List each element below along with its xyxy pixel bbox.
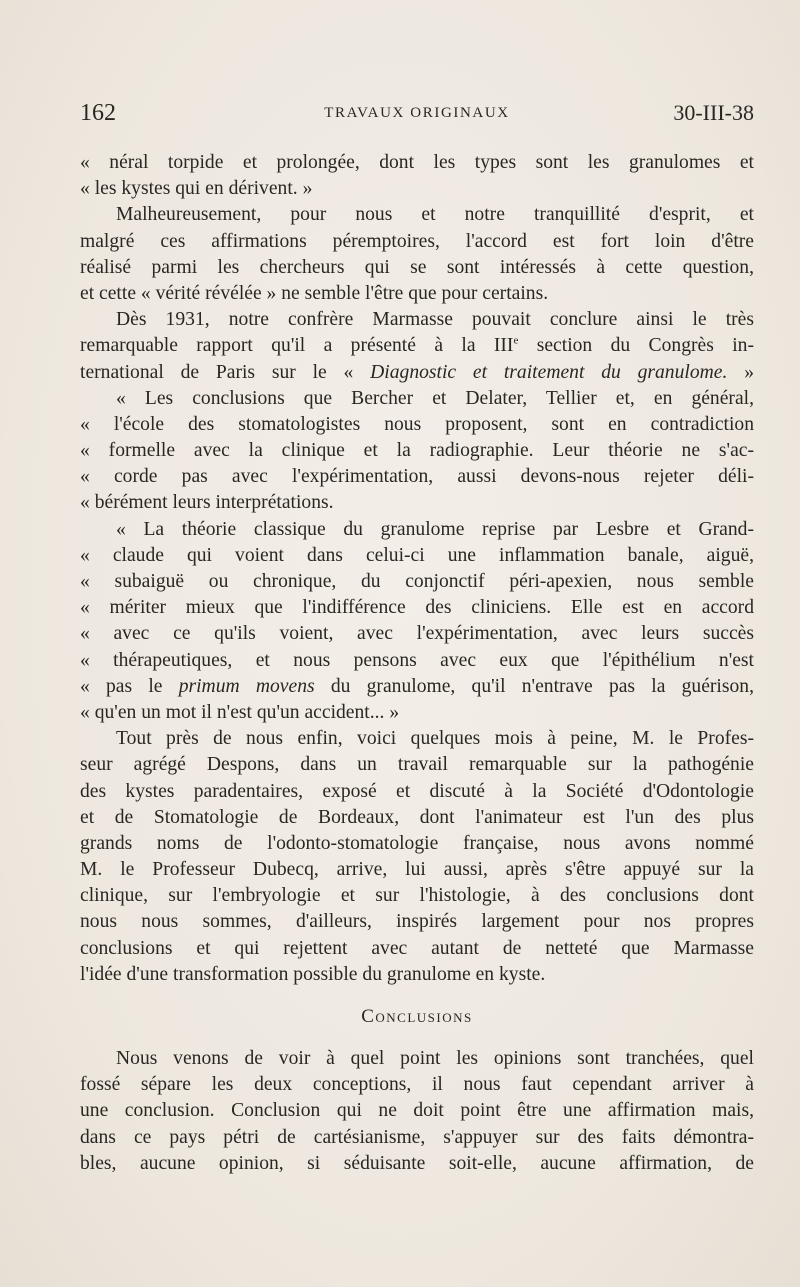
- text-line: Malheureusement, pour nous et notre tranquillité d'esprit, et: [116, 204, 754, 226]
- text-span: remarquable rapport qu'il a présenté à la III: [80, 335, 514, 357]
- text-line: fossé sépare les deux conceptions, il nous faut cependant arriver à: [80, 1074, 754, 1096]
- text-line: et cette « vérité révélée » ne semble l'être que pour certains.: [80, 282, 549, 304]
- page-number: 162: [80, 100, 116, 126]
- text-line: clinique, sur l'embryologie et sur l'histologie, à des conclusions dont: [80, 885, 754, 907]
- text-line: « thérapeutiques, et nous pensons avec eux que l'épithélium n'est: [80, 649, 754, 671]
- text-line: bles, aucune opinion, si séduisante soit-elle, aucune affirmation, de: [80, 1152, 754, 1174]
- page-header: [80, 100, 754, 130]
- text-line: conclusions et qui rejettent avec autant de netteté que Marmasse: [80, 937, 754, 959]
- text-span: section du Congrès in-: [518, 335, 754, 357]
- italic-phrase: primum movens: [178, 675, 315, 697]
- article-body: [80, 150, 754, 1177]
- running-title: TRAVAUX ORIGINAUX: [324, 105, 510, 121]
- text-line: « avec ce qu'ils voient, avec l'expérimentation, avec leurs succès: [80, 623, 754, 645]
- text-line: [80, 333, 754, 359]
- text-line: Nous venons de voir à quel point les opinions sont tranchées, quel: [116, 1048, 754, 1069]
- text-line: Dès 1931, notre confrère Marmasse pouvait conclure ainsi le très: [116, 309, 754, 331]
- text-span: ternational de Paris sur le «: [80, 361, 371, 383]
- text-line: « bérément leurs interprétations.: [80, 492, 334, 514]
- text-line: [80, 674, 754, 700]
- text-line: et de Stomatologie de Bordeaux, dont l'animateur est l'un des plus: [80, 806, 754, 828]
- text-line: [80, 360, 754, 386]
- text-line: « claude qui voient dans celui-ci une inflammation banale, aiguë,: [80, 544, 754, 566]
- text-line: « l'école des stomatologistes nous proposent, sont en contradiction: [80, 413, 754, 435]
- section-heading: [80, 988, 754, 1046]
- text-line: « mériter mieux que l'indifférence des cliniciens. Elle est en accord: [80, 597, 754, 619]
- text-line: seur agrégé Despons, dans un travail remarquable sur la pathogénie: [80, 754, 754, 776]
- text-span: « pas le: [80, 675, 179, 697]
- text-line: « Les conclusions que Bercher et Delater, Tellier et, en général,: [116, 387, 754, 409]
- text-line: « corde pas avec l'expérimentation, aussi devons-nous rejeter déli-: [80, 466, 754, 488]
- text-line: malgré ces affirmations péremptoires, l'accord est fort loin d'être: [80, 230, 754, 252]
- text-line: nous nous sommes, d'ailleurs, inspirés largement pour nos propres: [80, 911, 754, 933]
- issue-date: 30-III-38: [673, 100, 754, 125]
- text-span: du granulome, qu'il n'entrave pas la guérison,: [314, 675, 754, 697]
- text-line: « les kystes qui en dérivent. »: [80, 178, 313, 200]
- text-line: « néral torpide et prolongée, dont les types sont les granulomes et: [80, 152, 754, 173]
- text-line: dans ce pays pétri de cartésianisme, s'appuyer sur des faits démontra-: [80, 1126, 754, 1148]
- text-line: « qu'en un mot il n'est qu'un accident... »: [80, 701, 400, 723]
- text-span: »: [727, 361, 755, 383]
- section-heading-text: Conclusions: [361, 1006, 473, 1027]
- italic-title: Diagnostic et traitement du granulome.: [370, 361, 728, 383]
- text-line: « subaiguë ou chronique, du conjonctif péri-apexien, nous semble: [80, 571, 754, 592]
- text-line: « La théorie classique du granulome reprise par Lesbre et Grand-: [116, 518, 754, 540]
- text-line: une conclusion. Conclusion qui ne doit point être une affirmation mais,: [80, 1100, 754, 1122]
- superscript: e: [513, 334, 519, 347]
- text-line: réalisé parmi les chercheurs qui se sont intéressés à cette question,: [80, 256, 754, 278]
- text-line: des kystes paradentaires, exposé et discuté à la Société d'Odontologie: [80, 780, 754, 802]
- text-line: l'idée d'une transformation possible du granulome en kyste.: [80, 963, 546, 985]
- text-line: « formelle avec la clinique et la radiographie. Leur théorie ne s'ac-: [80, 440, 754, 462]
- text-line: Tout près de nous enfin, voici quelques mois à peine, M. le Profes-: [116, 728, 754, 750]
- text-line: M. le Professeur Dubecq, arrive, lui aussi, après s'être appuyé sur la: [80, 859, 754, 881]
- text-line: grands noms de l'odonto-stomatologie française, nous avons nommé: [80, 832, 754, 854]
